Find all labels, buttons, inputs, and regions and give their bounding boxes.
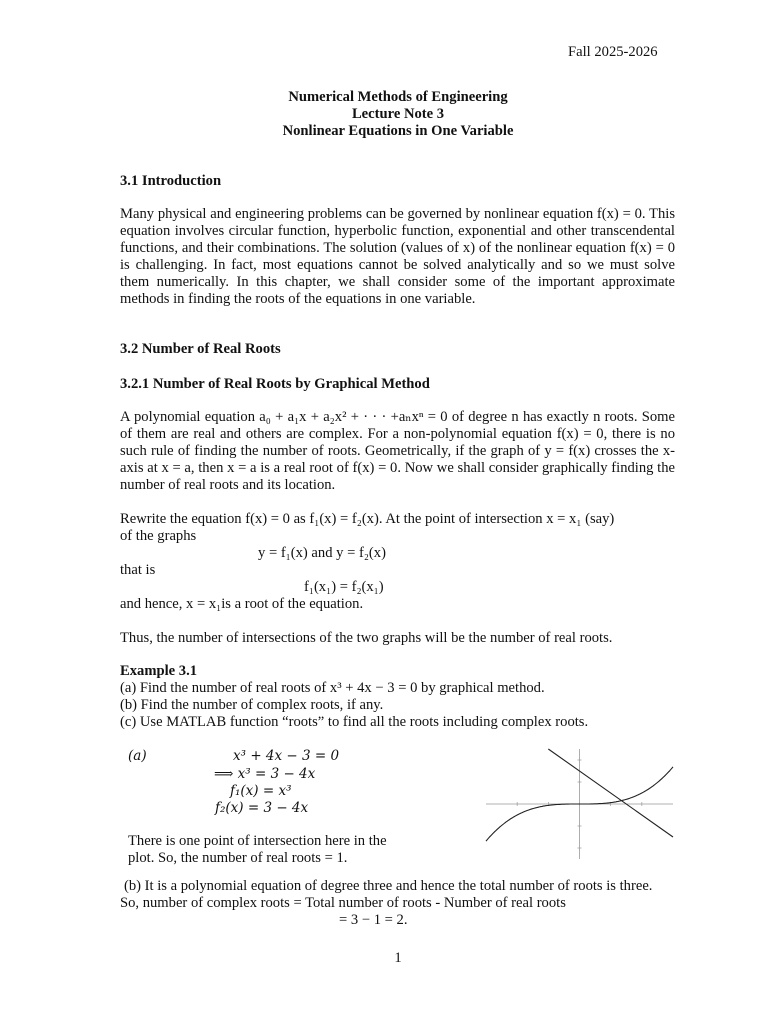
polynomial-paragraph: A polynomial equation a₀ + a₁x + a₂x² + · · · +aₙxⁿ = 0 of degree n has exactly n roots. Some of them are real and others are complex. For a non-polynomial equation f(x) = 0, there is no such rule of finding the number of roots. Geometrically, if the graph of y = f(x) crosses the x-axis at x = a, then x = a is a real root of f(x) = 0. Now we shall consider graphically finding the number of real roots and its location. [120,409,675,493]
section-3-1-heading: 3.1 Introduction [120,173,222,189]
intersection-plot [482,745,677,863]
series-line-2 [548,749,673,837]
answer-eq-2: ⟹ x³ = 3 − 4x [214,766,316,782]
answer-b-text-2: So, number of complex roots = Total number of roots - Number of real roots [120,895,566,911]
root-line: and hence, x = x₁is a root of the equation. [120,596,364,612]
example-heading: Example 3.1 [120,663,198,679]
answer-b-text-3: = 3 − 1 = 2. [339,912,408,928]
term-label: Fall 2025-2026 [568,44,658,60]
intro-paragraph: Many physical and engineering problems can be governed by nonlinear equation f(x) = 0. This equation involves circular function, hyperbolic function, exponential and other transcendental functions, and their combinations. The solution (values of x) of the nonlinear equation f(x) = 0 is challenging. In fact, most equations cannot be solved analytically and so we must solve them numerically. In this chapter, we shall consider some of the important approximate methods in finding the roots of the equations in one variable. [120,206,675,307]
answer-a-text-1: There is one point of intersection here in the [128,833,387,849]
question-c: (c) Use MATLAB function “roots” to find all the roots including complex roots. [120,714,589,730]
section-3-2-1-heading: 3.2.1 Number of Real Roots by Graphical Method [120,376,430,392]
answer-b-text-1: (b) It is a polynomial equation of degree three and hence the total number of roots is three. [124,878,653,894]
question-a: (a) Find the number of real roots of x³ + 4x − 3 = 0 by graphical method. [120,680,545,696]
answer-eq-1: x³ + 4x − 3 = 0 [233,748,340,764]
of-the-graphs-line: of the graphs [120,528,197,544]
rewrite-line: Rewrite the equation f(x) = 0 as f₁(x) = f₂(x). At the point of intersection x = x₁ (say) [120,511,615,527]
intersections-paragraph: Thus, the number of intersections of the two graphs will be the number of real roots. [120,630,613,646]
answer-a-text-2: plot. So, the number of real roots = 1. [128,850,348,866]
intersection-equation: f₁(x₁) = f₂(x₁) [304,579,384,595]
that-is-line: that is [120,562,156,578]
lecture-note-title: Lecture Note 3 [351,106,445,122]
question-b: (b) Find the number of complex roots, if any. [120,697,384,713]
graphs-equation: y = f₁(x) and y = f₂(x) [258,545,386,561]
course-title: Numerical Methods of Engineering [288,89,508,105]
answer-eq-4: f₂(x) = 3 − 4x [215,800,309,816]
answer-a-label: (a) [128,748,147,764]
page-number: 1 [394,950,402,966]
section-3-2-heading: 3.2 Number of Real Roots [120,341,281,357]
topic-title: Nonlinear Equations in One Variable [282,123,514,139]
answer-eq-3: f₁(x) = x³ [230,783,292,799]
